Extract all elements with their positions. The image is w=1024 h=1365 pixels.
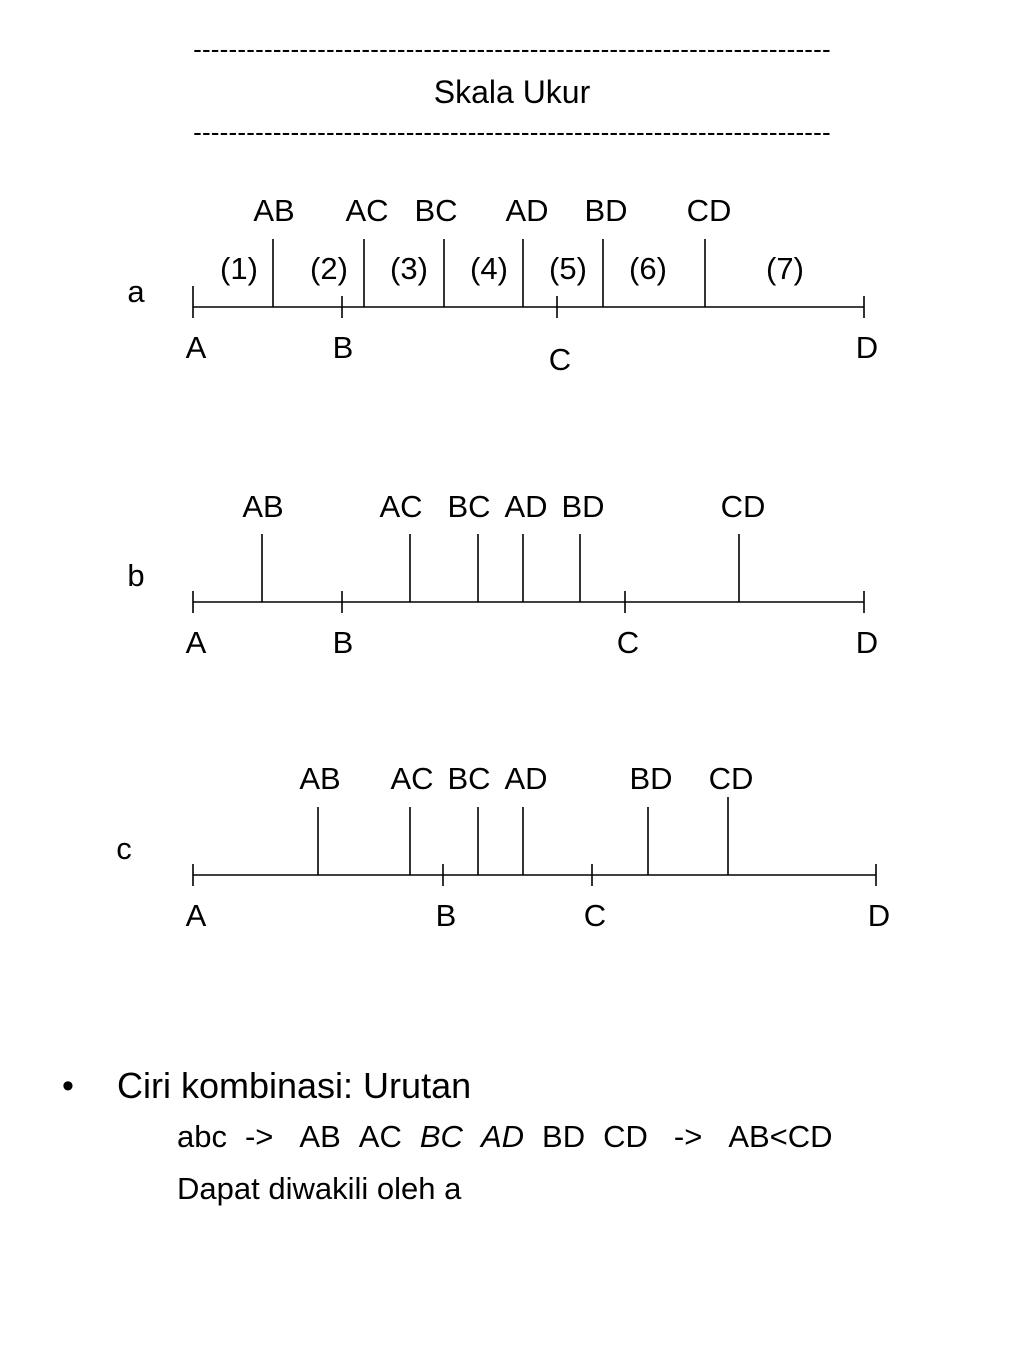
scale-a-pair-label-BD: BD	[584, 193, 628, 228]
scale-c-pair-label-BD: BD	[629, 761, 673, 796]
sequence-arrow: ->	[673, 1119, 703, 1154]
scale-c-label: c	[116, 831, 132, 866]
sequence-arrow: ->	[244, 1119, 274, 1154]
scale-a-lines	[193, 239, 864, 318]
notes-title: Ciri kombinasi: Urutan	[117, 1065, 472, 1106]
scale-a-segment-5: (5)	[549, 251, 587, 286]
sequence-result: AB<CD	[728, 1119, 833, 1154]
scale-b-point-C: C	[616, 625, 640, 660]
header-divider-top: ------------------------------------------------------------------------	[193, 34, 831, 64]
scale-b-pair-label-AB: AB	[242, 489, 284, 524]
scale-c-pair-label-BC: BC	[447, 761, 491, 796]
scale-c-point-A: A	[185, 898, 207, 933]
scale-a-point-A: A	[185, 330, 207, 365]
bullet-point: •	[62, 1067, 74, 1105]
scale-a-pair-label-AD: AD	[505, 193, 549, 228]
scale-a-pair-label-CD: CD	[686, 193, 732, 228]
scale-a-pair-label-AC: AC	[345, 193, 389, 228]
scale-c-point-B: B	[435, 898, 457, 933]
scale-b-point-B: B	[332, 625, 354, 660]
sequence-item: CD	[603, 1119, 648, 1154]
scale-a-segment-1: (1)	[220, 251, 258, 286]
scale-a-segment-4: (4)	[470, 251, 508, 286]
scale-b-point-A: A	[185, 625, 207, 660]
scale-c-lines	[193, 797, 876, 886]
scale-a-point-D: D	[855, 330, 879, 365]
scale-a-segment-7: (7)	[766, 251, 804, 286]
scale-a-pair-label-BC: BC	[414, 193, 458, 228]
scale-c-point-D: D	[867, 898, 891, 933]
header-divider-bottom: ------------------------------------------------------------------------	[193, 117, 831, 147]
sequence-item: BD	[542, 1119, 586, 1154]
sequence-item: abc	[177, 1119, 227, 1154]
scale-c-pair-label-AB: AB	[299, 761, 341, 796]
scale-b-point-D: D	[855, 625, 879, 660]
scale-a-segment-6: (6)	[629, 251, 667, 286]
scale-b-pair-label-CD: CD	[720, 489, 766, 524]
scale-b-label: b	[127, 558, 145, 593]
scale-a-pair-label-AB: AB	[253, 193, 295, 228]
sequence-item: AB	[299, 1119, 341, 1154]
scale-b-lines	[193, 534, 864, 613]
scale-c-pair-label-AD: AD	[504, 761, 548, 796]
scale-a-segment-3: (3)	[390, 251, 428, 286]
scale-c-pair-label-AC: AC	[390, 761, 434, 796]
scale-b-pair-label-AC: AC	[379, 489, 423, 524]
scale-a-segment-2: (2)	[310, 251, 348, 286]
scale-a-point-B: B	[332, 330, 354, 365]
scale-c-point-C: C	[583, 898, 607, 933]
page-title: Skala Ukur	[433, 74, 591, 110]
scale-c-pair-label-CD: CD	[708, 761, 754, 796]
sequence-item: AC	[358, 1119, 402, 1154]
scale-a-label: a	[127, 274, 145, 309]
sequence-line	[177, 1118, 851, 1156]
conclusion-text: Dapat diwakili oleh a	[177, 1171, 462, 1206]
scale-b-pair-label-BD: BD	[561, 489, 605, 524]
sequence-item-italic: AD	[480, 1119, 525, 1154]
sequence-item-italic: BC	[419, 1119, 463, 1154]
scale-b-pair-label-AD: AD	[504, 489, 548, 524]
scale-a-point-C: C	[548, 342, 572, 377]
scale-b-pair-label-BC: BC	[447, 489, 491, 524]
